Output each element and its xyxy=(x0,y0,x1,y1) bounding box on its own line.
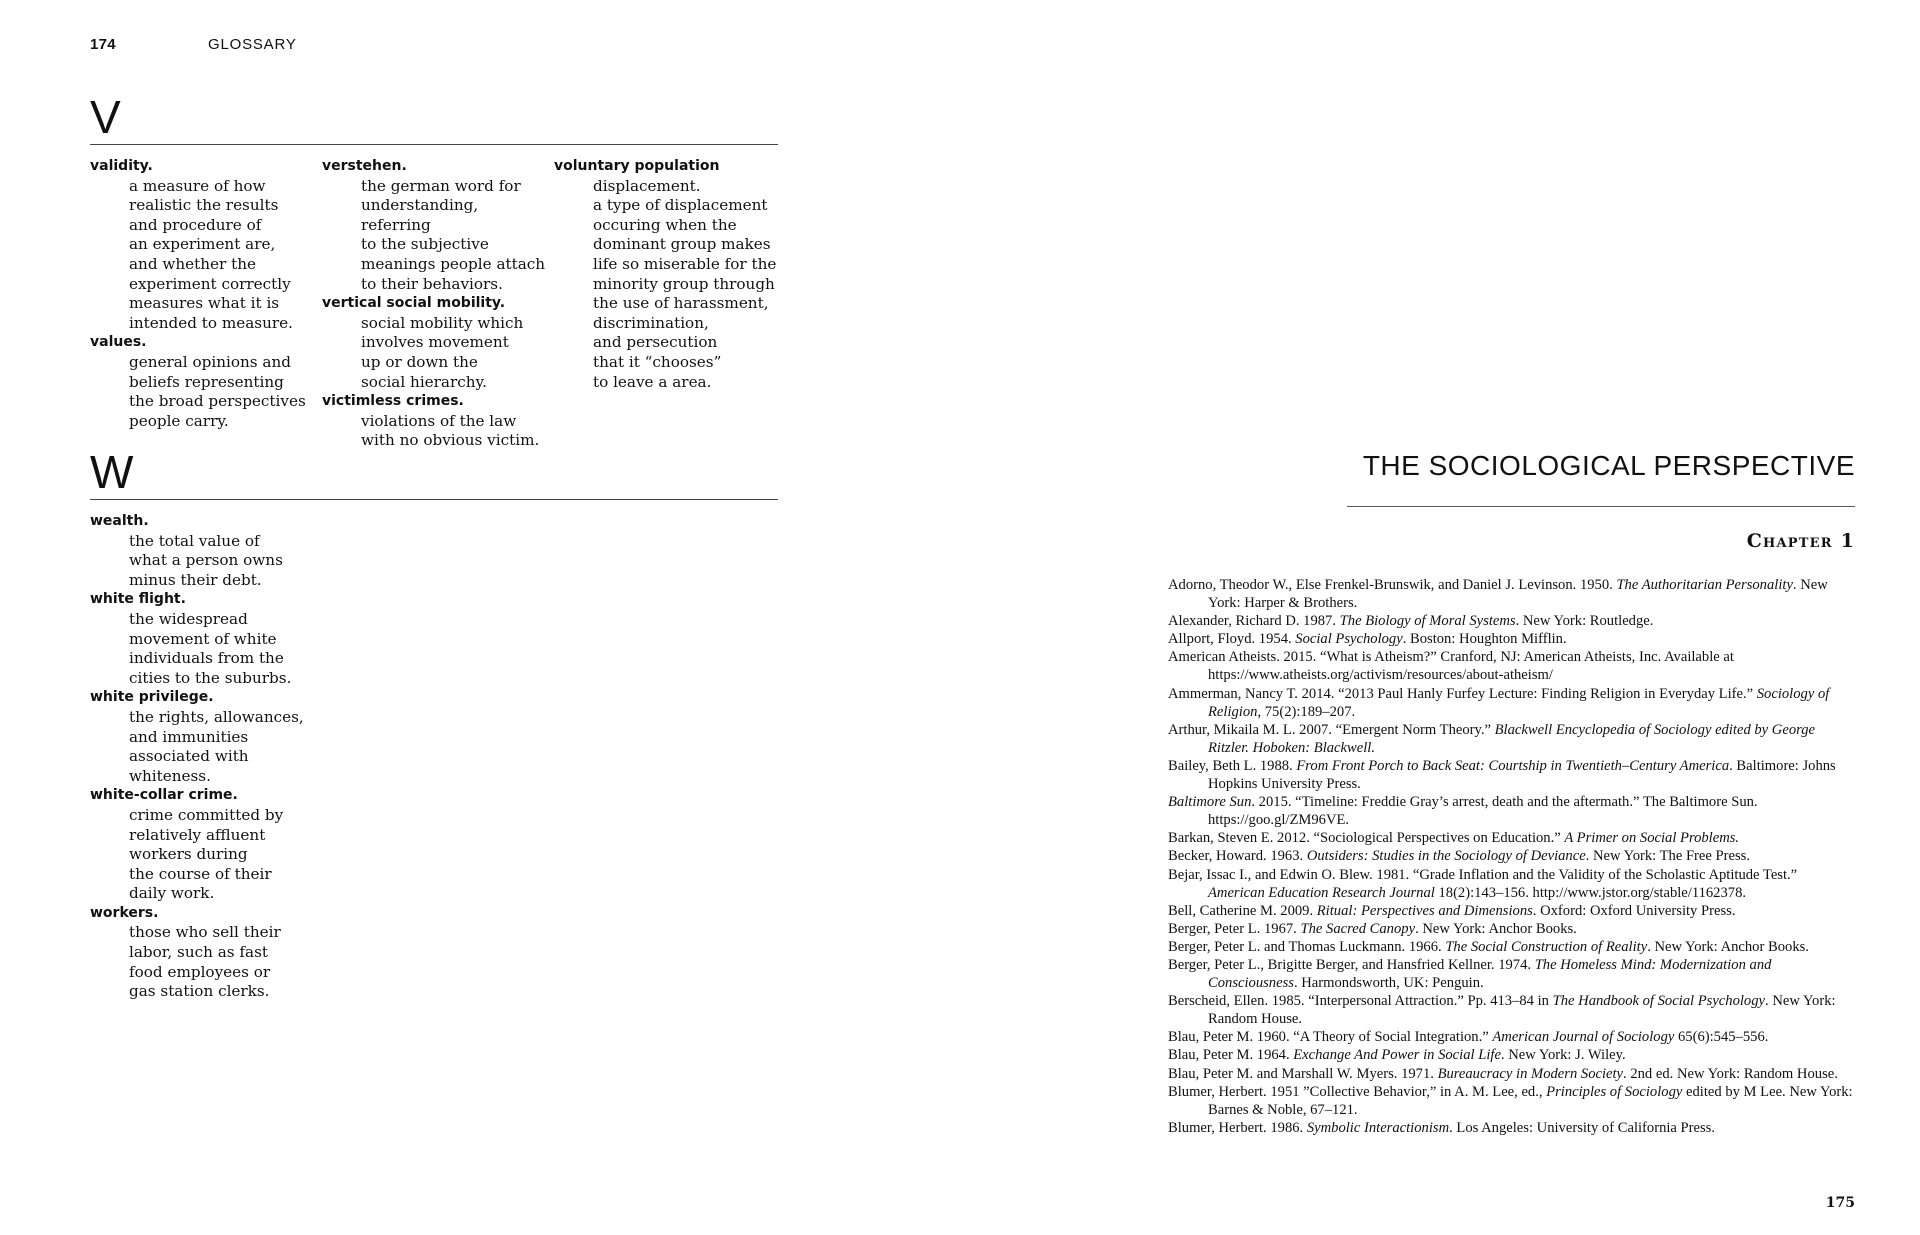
letter-heading-label: V xyxy=(90,91,121,143)
glossary-definition: crime committed by relatively affluent workers during the course of their daily work. xyxy=(129,805,284,903)
reference-entry: Blau, Peter M. and Marshall W. Myers. 1971. Bureaucracy in Modern Society. 2nd ed. New York: Random House. xyxy=(1168,1065,1838,1082)
reference-entry: Adorno, Theodor W., Else Frenkel-Brunswik, and Daniel J. Levinson. 1950. The Authoritarian Personality. New York: Harper & Brothers. xyxy=(1168,577,1828,612)
glossary-entry xyxy=(90,786,318,904)
glossary-entry xyxy=(90,590,318,688)
letter-heading-v xyxy=(90,91,778,145)
reference-entry: Arthur, Mikaila M. L. 2007. “Emergent Norm Theory.” Blackwell Encyclopedia of Sociology edited by George Ritzler. Hoboken: Blackwell. xyxy=(1168,721,1816,756)
glossary-term: values. xyxy=(90,334,147,351)
glossary-column xyxy=(322,157,550,451)
glossary-entry xyxy=(554,157,782,392)
running-title: GLOSSARY xyxy=(208,36,297,53)
reference-entry: Berger, Peter L. and Thomas Luckmann. 1966. The Social Construction of Reality. New York: Anchor Books. xyxy=(1168,938,1809,955)
reference-entry: Berger, Peter L. 1967. The Sacred Canopy. New York: Anchor Books. xyxy=(1168,920,1577,937)
reference-entry: Blau, Peter M. 1964. Exchange And Power in Social Life. New York: J. Wiley. xyxy=(1168,1047,1626,1064)
glossary-entry xyxy=(90,333,318,431)
glossary-definition: a measure of how realistic the results and procedure of an experiment are, and whether the experiment correctly measures what it is intended to measure. xyxy=(129,176,293,332)
glossary-term: verstehen. xyxy=(322,158,407,174)
glossary-term: white privilege. xyxy=(90,689,214,706)
glossary-entry xyxy=(322,157,550,294)
right-page xyxy=(960,0,1920,1235)
glossary-column xyxy=(90,157,318,431)
glossary-term: workers. xyxy=(90,904,159,921)
reference-list xyxy=(1168,576,1855,1137)
glossary-column xyxy=(90,512,318,1002)
glossary-entry xyxy=(322,294,550,392)
glossary-term: validity. xyxy=(90,158,153,174)
glossary-column xyxy=(554,157,782,392)
letter-heading-w xyxy=(90,446,778,500)
glossary-entry xyxy=(90,904,318,1002)
reference-entry: Berscheid, Ellen. 1985. “Interpersonal Attraction.” Pp. 413–84 in The Handbook of Social Psychology. New York: Random House. xyxy=(1168,993,1836,1028)
reference-entry: Alexander, Richard D. 1987. The Biology of Moral Systems. New York: Routledge. xyxy=(1168,613,1654,630)
glossary-definition: displacement. a type of displacement occuring when the dominant group makes life so miserable for the minority group through the use of harassment, discrimination, and persecution that it “chooses” to leave a area. xyxy=(593,176,777,391)
reference-entry: Bejar, Issac I., and Edwin O. Blew. 1981. “Grade Inflation and the Validity of the Scholastic Aptitude Test.” American Education Research Journal 18(2):143–156. http://www.jstor.org/stable/1162378. xyxy=(1168,866,1798,901)
glossary-definition: violations of the law with no obvious victim. xyxy=(361,411,540,450)
section-title: THE SOCIOLOGICAL PERSPECTIVE xyxy=(1362,450,1855,481)
glossary-term: white-collar crime. xyxy=(90,787,238,804)
glossary-definition: the total value of what a person owns minus their debt. xyxy=(129,531,283,589)
reference-entry: Ammerman, Nancy T. 2014. “2013 Paul Hanly Furfey Lecture: Finding Religion in Everyday Life.” Sociology of Religion, 75(2):189–207. xyxy=(1168,685,1830,720)
reference-entry: Barkan, Steven E. 2012. “Sociological Perspectives on Education.” A Primer on Social Problems. xyxy=(1168,830,1740,847)
letter-heading-label: W xyxy=(90,446,134,498)
reference-entry: Becker, Howard. 1963. Outsiders: Studies in the Sociology of Deviance. New York: The Free Press. xyxy=(1168,848,1750,865)
page-number-right: 175 xyxy=(1825,1195,1855,1211)
section-rule xyxy=(1347,506,1855,507)
glossary-entry xyxy=(90,512,318,590)
glossary-definition: general opinions and beliefs representing the broad perspectives people carry. xyxy=(129,352,306,430)
reference-entry: Bailey, Beth L. 1988. From Front Porch to Back Seat: Courtship in Twentieth–Century America. Baltimore: Johns Hopkins University Press. xyxy=(1168,757,1836,793)
reference-entry: Bell, Catherine M. 2009. Ritual: Perspectives and Dimensions. Oxford: Oxford University Press. xyxy=(1168,902,1736,919)
reference-entry: American Atheists. 2015. “What is Atheism?” Cranford, NJ: American Atheists, Inc. Available at https://www.atheists.org/activism/resources/about-atheism/ xyxy=(1168,649,1734,684)
glossary-definition: the rights, allowances, and immunities associated with whiteness. xyxy=(129,707,304,785)
glossary-entry xyxy=(322,392,550,451)
glossary-term: white flight. xyxy=(90,591,186,608)
glossary-entry xyxy=(90,688,318,786)
glossary-definition: the widespread movement of white individuals from the cities to the suburbs. xyxy=(129,609,292,687)
chapter-heading: Chapter 1 xyxy=(1746,530,1855,552)
reference-entry: Baltimore Sun. 2015. “Timeline: Freddie Gray’s arrest, death and the aftermath.” The Baltimore Sun. https://goo.gl/ZM96VE. xyxy=(1168,794,1758,829)
glossary-term: wealth. xyxy=(90,513,149,529)
reference-entry: Blumer, Herbert. 1986. Symbolic Interactionism. Los Angeles: University of California Press. xyxy=(1168,1119,1716,1136)
page-number-left: 174 xyxy=(90,36,116,53)
glossary-entry xyxy=(90,157,318,333)
glossary-term: victimless crimes. xyxy=(322,393,464,410)
reference-entry: Berger, Peter L., Brigitte Berger, and Hansfried Kellner. 1974. The Homeless Mind: Modernization and Consciousness. Harmondsworth, UK: Penguin. xyxy=(1168,956,1772,992)
glossary-definition: the german word for understanding, referring to the subjective meanings people attach to their behaviors. xyxy=(361,176,546,293)
glossary-term: voluntary population xyxy=(554,158,720,174)
reference-entry: Blau, Peter M. 1960. “A Theory of Social Integration.” American Journal of Sociology 65(6):545–556. xyxy=(1168,1029,1769,1046)
glossary-term: vertical social mobility. xyxy=(322,295,506,312)
glossary-definition: those who sell their labor, such as fast food employees or gas station clerks. xyxy=(129,923,281,1001)
reference-entry: Blumer, Herbert. 1951 ”Collective Behavior,” in A. M. Lee, ed., Principles of Sociology edited by M Lee. New York: Barnes & Noble, 67–121. xyxy=(1168,1083,1853,1118)
reference-entry: Allport, Floyd. 1954. Social Psychology. Boston: Houghton Mifflin. xyxy=(1168,631,1567,648)
glossary-definition: social mobility which involves movement up or down the social hierarchy. xyxy=(361,313,524,391)
